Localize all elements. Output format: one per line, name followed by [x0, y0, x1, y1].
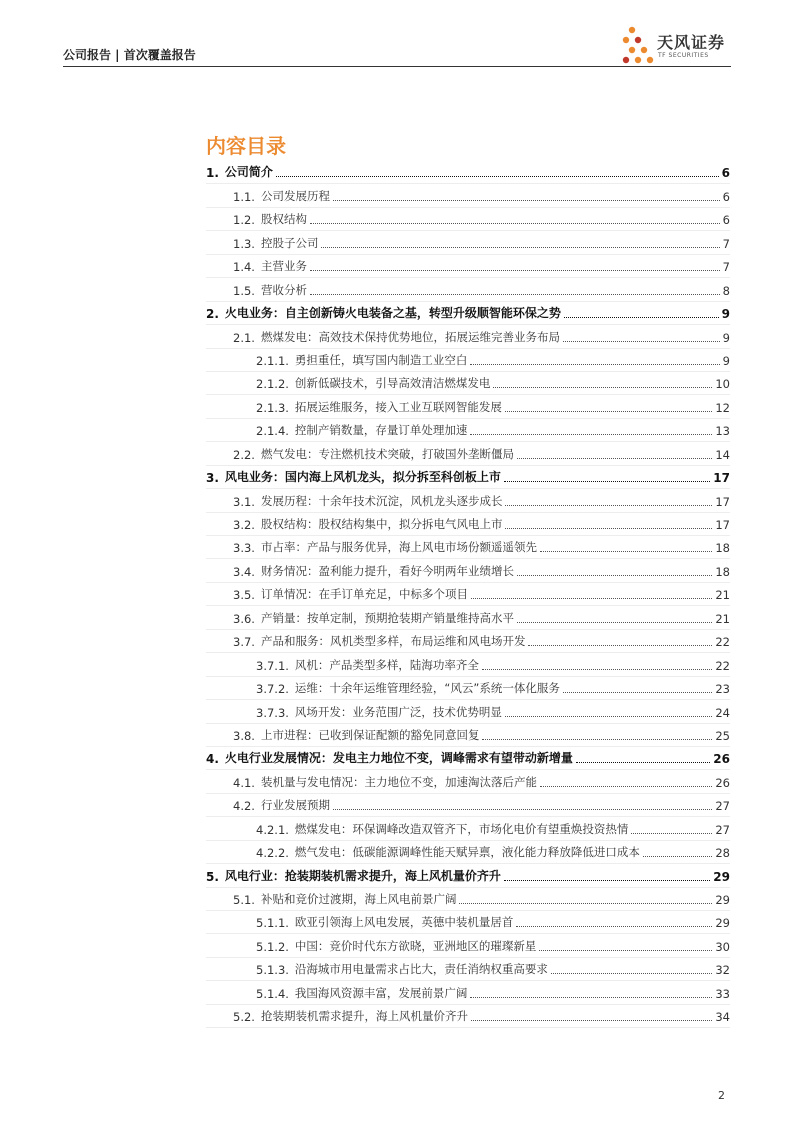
toc-dot-leader: [643, 856, 712, 857]
toc-dot-leader: [276, 176, 719, 177]
toc-entry-page: 30: [715, 939, 730, 954]
toc-entry-page: 34: [715, 1010, 730, 1025]
header-divider: [63, 66, 731, 67]
toc-entry-number: 3.: [206, 471, 219, 486]
toc-entry-number: 4.2.1.: [256, 822, 289, 837]
toc-entry[interactable]: [206, 958, 730, 981]
toc-entry-title: 发展历程：十余年技术沉淀，风机龙头逐步成长: [260, 493, 503, 508]
toc-entry-page: 8: [722, 283, 730, 298]
logo-english-name: TF SECURITIES: [658, 52, 709, 59]
toc-entry-title: 股权结构: [260, 212, 307, 227]
toc-entry-page: 21: [715, 588, 730, 603]
toc-entry-page: 18: [715, 541, 730, 556]
toc-entry[interactable]: [206, 817, 730, 840]
toc-entry-number: 1.3.: [233, 236, 255, 251]
toc-entry-title: 勇担重任，填写国内制造工业空白: [294, 352, 468, 367]
toc-dot-leader: [482, 669, 712, 670]
toc-entry-title: 风电行业：抢装期装机需求提升，海上风机量价齐升: [224, 868, 501, 883]
toc-dot-leader: [310, 270, 720, 271]
toc-dot-leader: [539, 950, 712, 951]
toc-entry-page: 6: [721, 166, 730, 181]
toc-entry-page: 9: [722, 353, 730, 368]
toc-dot-leader: [540, 786, 712, 787]
toc-entry-page: 9: [721, 307, 730, 322]
toc-dot-leader: [631, 833, 712, 834]
toc-entry-page: 29: [715, 916, 730, 931]
toc-entry-number: 3.2.: [233, 518, 255, 532]
toc-entry-title: 创新低碳技术，引导高效清洁燃煤发电: [294, 376, 491, 391]
toc-entry-page: 21: [715, 611, 730, 626]
toc-dot-leader: [563, 692, 713, 693]
toc-entry[interactable]: [206, 981, 730, 1004]
toc-entry[interactable]: [206, 630, 730, 653]
toc-entry-page: 29: [713, 869, 730, 884]
toc-entry-title: 我国海风资源丰富，发展前景广阔: [294, 985, 468, 1000]
toc-entry[interactable]: [206, 466, 730, 489]
toc-entry-title: 装机量与发电情况：主力地位不变，加速淘汰落后产能: [260, 774, 537, 789]
toc-entry[interactable]: [206, 794, 730, 817]
toc-entry-title: 风电业务：国内海上风机龙头，拟分拆至科创板上市: [224, 470, 501, 485]
toc-entry-number: 3.3.: [233, 541, 255, 556]
toc-dot-leader: [516, 926, 712, 927]
toc-entry-number: 3.4.: [233, 564, 255, 579]
toc-entry-number: 3.6.: [233, 611, 255, 626]
toc-entry[interactable]: [206, 559, 730, 582]
toc-entry-number: 2.: [206, 307, 219, 322]
toc-entry-number: 2.1.4.: [256, 424, 289, 439]
toc-dot-leader: [504, 880, 710, 881]
header-label: 公司报告 | 首次覆盖报告: [63, 48, 196, 62]
toc-entry-number: 4.2.2.: [256, 846, 289, 861]
toc-entry[interactable]: [206, 372, 730, 395]
toc-entry-number: 3.7.: [233, 635, 255, 650]
toc-entry-page: 29: [715, 893, 730, 907]
toc-entry-number: 3.7.3.: [256, 705, 289, 720]
toc-entry[interactable]: [206, 302, 730, 325]
toc-entry[interactable]: [206, 231, 730, 254]
toc-entry-title: 沿海城市用电量需求占比大，责任消纳权重高要求: [294, 962, 548, 977]
toc-entry-page: 18: [715, 564, 730, 579]
toc-entry-title: 财务情况：盈利能力提升，看好今明两年业绩增长: [260, 563, 514, 578]
toc-entry[interactable]: [206, 653, 730, 676]
toc-dot-leader: [517, 458, 712, 459]
toc-dot-leader: [493, 387, 712, 388]
toc-dot-leader: [471, 1020, 712, 1021]
toc-entry-page: 17: [713, 471, 730, 486]
toc-entry-page: 17: [715, 494, 730, 509]
toc-entry-page: 9: [722, 330, 730, 345]
toc-entry[interactable]: [206, 489, 730, 512]
toc-entry-number: 1.5.: [233, 283, 255, 298]
toc-entry-title: 拓展运维服务，接入工业互联网智能发展: [294, 399, 502, 414]
toc-entry-page: 26: [713, 752, 730, 767]
toc-entry-page: 13: [715, 424, 730, 439]
toc-entry-number: 2.2.: [233, 447, 255, 462]
toc-entry-page: 7: [722, 260, 730, 275]
toc-entry-page: 17: [715, 518, 730, 532]
toc-entry[interactable]: [206, 724, 730, 747]
toc-entry-title: 产品和服务：风机类型多样，布局运维和风电场开发: [260, 634, 526, 649]
toc-entry-title: 补贴和竞价过渡期，海上风电前景广阔: [260, 892, 457, 906]
toc-dot-leader: [505, 411, 712, 412]
toc-entry-number: 5.1.1.: [256, 916, 289, 931]
toc-entry-number: 1.1.: [233, 189, 255, 204]
toc-entry-number: 4.1.: [233, 775, 255, 790]
toc-entry-number: 3.5.: [233, 588, 255, 603]
toc-entry-title: 燃煤发电：环保调峰改造双管齐下，市场化电价有望重焕投资热情: [294, 821, 629, 836]
toc-dot-leader: [563, 341, 720, 342]
toc-entry-title: 股权结构：股权结构集中，拟分拆电气风电上市: [260, 517, 503, 531]
toc-dot-leader: [321, 247, 719, 248]
toc-entry-number: 5.2.: [233, 1010, 255, 1025]
toc-entry-page: 7: [722, 236, 730, 251]
toc-entry-title: 订单情况：在手订单充足，中标多个项目: [260, 587, 468, 602]
toc-entry-number: 3.7.2.: [256, 682, 289, 697]
toc-entry-title: 火电行业发展情况：发电主力地位不变，调峰需求有望带动新增量: [224, 751, 573, 766]
toc-entry-number: 2.1.: [233, 330, 255, 345]
toc-entry-page: 28: [715, 846, 730, 861]
toc-dot-leader: [310, 223, 720, 224]
toc-dot-leader: [540, 551, 712, 552]
toc-entry[interactable]: [206, 864, 730, 887]
toc-entry[interactable]: [206, 841, 730, 864]
logo-chinese-name: 天风证券: [657, 33, 726, 52]
toc-entry[interactable]: [206, 934, 730, 957]
toc-dot-leader: [471, 598, 712, 599]
toc-entry-page: 33: [715, 986, 730, 1001]
toc-entry-page: 23: [715, 682, 730, 697]
toc-dot-leader: [333, 809, 712, 810]
toc-entry-page: 25: [715, 728, 730, 743]
toc-dot-leader: [333, 200, 720, 201]
toc-entry-number: 5.1.3.: [256, 963, 289, 978]
toc-entry-title: 控股子公司: [260, 235, 319, 250]
toc-entry-title: 风场开发：业务范围广泛，技术优势明显: [294, 704, 502, 719]
toc-entry-number: 3.8.: [233, 728, 255, 743]
toc-entry-title: 燃气发电：专注燃机技术突破，打破国外垄断僵局: [260, 446, 514, 461]
toc-entry-title: 上市进程：已收到保证配额的豁免同意回复: [260, 727, 480, 742]
toc-title: 内容目录: [206, 134, 286, 158]
toc-dot-leader: [564, 317, 719, 318]
toc-entry-number: 1.4.: [233, 260, 255, 275]
toc-dot-leader: [505, 505, 712, 506]
toc-entry-number: 1.: [206, 166, 219, 181]
toc-entry-title: 燃气发电：低碳能源调峰性能天赋异禀，液化能力释放降低进口成本: [294, 845, 640, 860]
toc-dot-leader: [470, 364, 719, 365]
toc-entry-number: 4.: [206, 752, 219, 767]
toc-entry-title: 行业发展预期: [260, 798, 330, 813]
table-of-contents: [206, 161, 730, 1028]
toc-entry-number: 2.1.1.: [256, 353, 289, 368]
toc-dot-leader: [504, 481, 710, 482]
toc-entry-page: 32: [715, 963, 730, 978]
toc-entry[interactable]: [206, 255, 730, 278]
toc-entry[interactable]: [206, 770, 730, 793]
toc-entry-page: 14: [715, 447, 730, 462]
toc-dot-leader: [505, 716, 712, 717]
toc-entry-title: 公司简介: [224, 165, 273, 180]
toc-entry-page: 22: [715, 635, 730, 650]
toc-entry-title: 营收分析: [260, 282, 307, 297]
toc-dot-leader: [470, 997, 712, 998]
toc-entry-page: 12: [715, 400, 730, 415]
toc-entry-title: 产销量：按单定制，预期抢装期产销量维持高水平: [260, 610, 514, 625]
toc-dot-leader: [459, 903, 712, 904]
toc-dot-leader: [470, 434, 712, 435]
toc-dot-leader: [505, 528, 712, 529]
toc-entry-number: 1.2.: [233, 213, 255, 228]
toc-entry-page: 27: [715, 822, 730, 837]
toc-entry[interactable]: [206, 184, 730, 207]
toc-entry-title: 风机：产品类型多样，陆海功率齐全: [294, 657, 479, 672]
toc-dot-leader: [551, 973, 712, 974]
toc-entry-title: 主营业务: [260, 259, 307, 274]
toc-entry[interactable]: [206, 208, 730, 231]
toc-entry[interactable]: [206, 278, 730, 301]
toc-entry[interactable]: [206, 911, 730, 934]
toc-entry-number: 2.1.3.: [256, 400, 289, 415]
toc-entry[interactable]: [206, 419, 730, 442]
toc-entry-page: 6: [722, 189, 730, 204]
toc-dot-leader: [528, 645, 712, 646]
toc-entry-number: 5.1.: [233, 893, 255, 907]
toc-entry[interactable]: [206, 700, 730, 723]
page-number: 2: [718, 1089, 725, 1102]
toc-entry-title: 市占率：产品与服务优异，海上风电市场份额遥遥领先: [260, 540, 537, 555]
toc-entry-page: 26: [715, 775, 730, 790]
toc-entry-page: 22: [715, 658, 730, 673]
toc-entry[interactable]: [206, 1005, 730, 1028]
toc-dot-leader: [517, 622, 712, 623]
toc-dot-leader: [517, 575, 712, 576]
toc-entry-number: 3.1.: [233, 494, 255, 509]
toc-entry-page: 24: [715, 705, 730, 720]
toc-entry-page: 27: [715, 799, 730, 814]
toc-entry[interactable]: [206, 395, 730, 418]
toc-entry[interactable]: [206, 161, 730, 184]
toc-entry-number: 5.1.2.: [256, 939, 289, 954]
toc-entry[interactable]: [206, 677, 730, 700]
toc-entry[interactable]: [206, 513, 730, 536]
toc-entry-number: 4.2.: [233, 799, 255, 814]
toc-entry[interactable]: [206, 583, 730, 606]
toc-dot-leader: [482, 739, 712, 740]
toc-dot-leader: [310, 294, 720, 295]
toc-entry-title: 公司发展历程: [260, 188, 330, 203]
toc-entry-number: 2.1.2.: [256, 377, 289, 392]
toc-entry-number: 3.7.1.: [256, 658, 289, 673]
toc-entry[interactable]: [206, 349, 730, 372]
toc-entry-title: 控制产销数量，存量订单处理加速: [294, 423, 468, 438]
toc-entry-title: 欧亚引领海上风电发展，英德中装机量居首: [294, 915, 514, 930]
toc-entry-page: 10: [715, 377, 730, 392]
toc-entry-title: 运维：十余年运维管理经验，“风云”系统一体化服务: [294, 681, 560, 696]
toc-entry-page: 6: [722, 213, 730, 228]
toc-entry-title: 燃煤发电：高效技术保持优势地位，拓展运维完善业务布局: [260, 329, 560, 344]
toc-entry[interactable]: [206, 442, 730, 465]
toc-entry[interactable]: [206, 606, 730, 629]
toc-entry[interactable]: [206, 747, 730, 770]
toc-entry-title: 火电业务：自主创新铸火电装备之基，转型升级顺智能环保之势: [224, 306, 561, 321]
toc-entry-number: 5.1.4.: [256, 986, 289, 1001]
toc-entry[interactable]: [206, 325, 730, 348]
toc-entry-title: 中国：竞价时代东方欲晓，亚洲地区的璀璨新星: [294, 938, 537, 953]
toc-entry[interactable]: [206, 888, 730, 911]
toc-entry-number: 5.: [206, 869, 219, 884]
toc-entry-title: 抢装期装机需求提升，海上风机量价齐升: [260, 1009, 468, 1024]
toc-entry[interactable]: [206, 536, 730, 559]
toc-dot-leader: [576, 762, 710, 763]
